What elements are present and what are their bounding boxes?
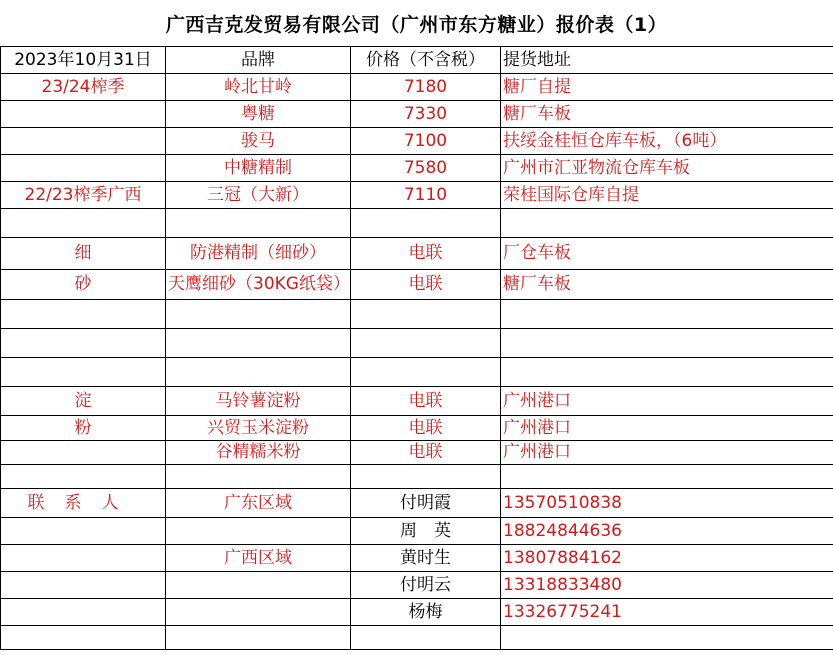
empty-cell[interactable]	[166, 329, 351, 358]
header-row	[1, 47, 833, 74]
table-row	[1, 155, 833, 182]
empty-cell[interactable]	[501, 209, 833, 238]
table-row	[1, 358, 833, 387]
contact-phone[interactable]: 13326775241	[501, 599, 833, 626]
empty-cell[interactable]	[1, 599, 166, 626]
empty-cell[interactable]	[351, 209, 501, 238]
starch-label-2[interactable]: 粉	[1, 416, 166, 441]
location-cell[interactable]: 广州市汇亚物流仓库车板	[501, 155, 833, 182]
table-row	[1, 545, 833, 572]
empty-cell[interactable]	[351, 626, 501, 650]
empty-cell[interactable]	[351, 300, 501, 329]
contact-phone[interactable]: 13318833480	[501, 572, 833, 599]
empty-cell[interactable]	[166, 599, 351, 626]
brand-cell[interactable]: 马铃薯淀粉	[166, 387, 351, 416]
fine-sugar-label-1[interactable]: 细	[1, 238, 166, 270]
contact-name[interactable]: 周 英	[351, 518, 501, 545]
table-row	[1, 128, 833, 155]
location-cell[interactable]: 糖厂车板	[501, 101, 833, 128]
brand-cell[interactable]: 天鹰细砂（30KG纸袋）	[166, 270, 351, 300]
table-row	[1, 572, 833, 599]
empty-cell[interactable]	[1, 518, 166, 545]
price-cell[interactable]: 电联	[351, 387, 501, 416]
brand-cell[interactable]: 中糖精制	[166, 155, 351, 182]
price-cell[interactable]: 电联	[351, 441, 501, 465]
empty-cell[interactable]	[351, 358, 501, 387]
contact-phone[interactable]: 13807884162	[501, 545, 833, 572]
brand-cell[interactable]: 骏马	[166, 128, 351, 155]
price-cell[interactable]: 7180	[351, 74, 501, 101]
empty-cell[interactable]	[501, 626, 833, 650]
table-row	[1, 74, 833, 101]
empty-cell[interactable]	[1, 128, 166, 155]
location-cell[interactable]: 广州港口	[501, 416, 833, 441]
empty-cell[interactable]	[1, 101, 166, 128]
empty-cell[interactable]	[351, 329, 501, 358]
season-2324-cell[interactable]: 23/24榨季	[1, 74, 166, 101]
table-row	[1, 489, 833, 518]
table-row	[1, 441, 833, 465]
table-row	[1, 209, 833, 238]
table-row	[1, 238, 833, 270]
price-cell[interactable]: 7330	[351, 101, 501, 128]
brand-cell[interactable]: 岭北甘岭	[166, 74, 351, 101]
table-row	[1, 599, 833, 626]
price-table	[0, 46, 833, 650]
empty-cell[interactable]	[501, 465, 833, 489]
price-cell[interactable]: 电联	[351, 416, 501, 441]
empty-cell[interactable]	[166, 358, 351, 387]
contact-label[interactable]: 联系人	[1, 489, 166, 518]
price-cell[interactable]: 7110	[351, 182, 501, 209]
contact-phone[interactable]: 13570510838	[501, 489, 833, 518]
table-row	[1, 270, 833, 300]
brand-cell[interactable]: 兴贸玉米淀粉	[166, 416, 351, 441]
empty-cell[interactable]	[501, 329, 833, 358]
empty-cell[interactable]	[351, 465, 501, 489]
fine-sugar-label-2[interactable]: 砂	[1, 270, 166, 300]
price-cell[interactable]: 电联	[351, 270, 501, 300]
brand-cell[interactable]: 三冠（大新）	[166, 182, 351, 209]
location-cell[interactable]: 糖厂自提	[501, 74, 833, 101]
region-guangdong[interactable]: 广东区域	[166, 489, 351, 518]
empty-cell[interactable]	[166, 626, 351, 650]
location-cell[interactable]: 糖厂车板	[501, 270, 833, 300]
empty-cell[interactable]	[1, 545, 166, 572]
empty-cell[interactable]	[1, 626, 166, 650]
season-2223-cell[interactable]: 22/23榨季广西	[1, 182, 166, 209]
empty-cell[interactable]	[1, 572, 166, 599]
location-cell[interactable]: 厂仓车板	[501, 238, 833, 270]
empty-cell[interactable]	[1, 300, 166, 329]
empty-cell[interactable]	[1, 329, 166, 358]
contact-phone[interactable]: 18824844636	[501, 518, 833, 545]
table-row	[1, 300, 833, 329]
price-header[interactable]: 价格（不含税）	[351, 47, 501, 74]
price-cell[interactable]: 7580	[351, 155, 501, 182]
starch-label-1[interactable]: 淀	[1, 387, 166, 416]
empty-cell[interactable]	[166, 300, 351, 329]
region-guangxi[interactable]: 广西区域	[166, 545, 351, 572]
empty-cell[interactable]	[1, 358, 166, 387]
table-row	[1, 518, 833, 545]
empty-cell[interactable]	[1, 441, 166, 465]
empty-cell[interactable]	[166, 465, 351, 489]
price-cell[interactable]: 电联	[351, 238, 501, 270]
empty-cell[interactable]	[166, 572, 351, 599]
empty-cell[interactable]	[1, 155, 166, 182]
location-cell[interactable]: 广州港口	[501, 441, 833, 465]
sheet-title: 广西吉克发贸易有限公司（广州市东方糖业）报价表（1）	[165, 13, 668, 36]
brand-cell[interactable]: 粤糖	[166, 101, 351, 128]
date-cell[interactable]: 2023年10月31日	[1, 47, 166, 74]
brand-header[interactable]: 品牌	[166, 47, 351, 74]
empty-cell[interactable]	[166, 518, 351, 545]
empty-cell[interactable]	[1, 209, 166, 238]
empty-cell[interactable]	[1, 465, 166, 489]
location-cell[interactable]: 扶绥金桂恒仓库车板，（6吨）	[501, 128, 833, 155]
contact-name[interactable]: 付明云	[351, 572, 501, 599]
table-row	[1, 329, 833, 358]
contact-name[interactable]: 杨梅	[351, 599, 501, 626]
contact-name[interactable]: 黄时生	[351, 545, 501, 572]
location-cell[interactable]: 广州港口	[501, 387, 833, 416]
price-cell[interactable]: 7100	[351, 128, 501, 155]
table-row	[1, 101, 833, 128]
empty-cell[interactable]	[501, 300, 833, 329]
table-row	[1, 387, 833, 416]
table-row	[1, 465, 833, 489]
brand-cell[interactable]: 防港精制（细砂）	[166, 238, 351, 270]
location-header[interactable]: 提货地址	[501, 47, 833, 74]
table-row	[1, 416, 833, 441]
brand-cell[interactable]: 谷精糯米粉	[166, 441, 351, 465]
contact-name[interactable]: 付明霞	[351, 489, 501, 518]
table-row	[1, 182, 833, 209]
empty-cell[interactable]	[166, 209, 351, 238]
empty-cell[interactable]	[501, 358, 833, 387]
table-row	[1, 626, 833, 650]
location-cell[interactable]: 荣桂国际仓库自提	[501, 182, 833, 209]
